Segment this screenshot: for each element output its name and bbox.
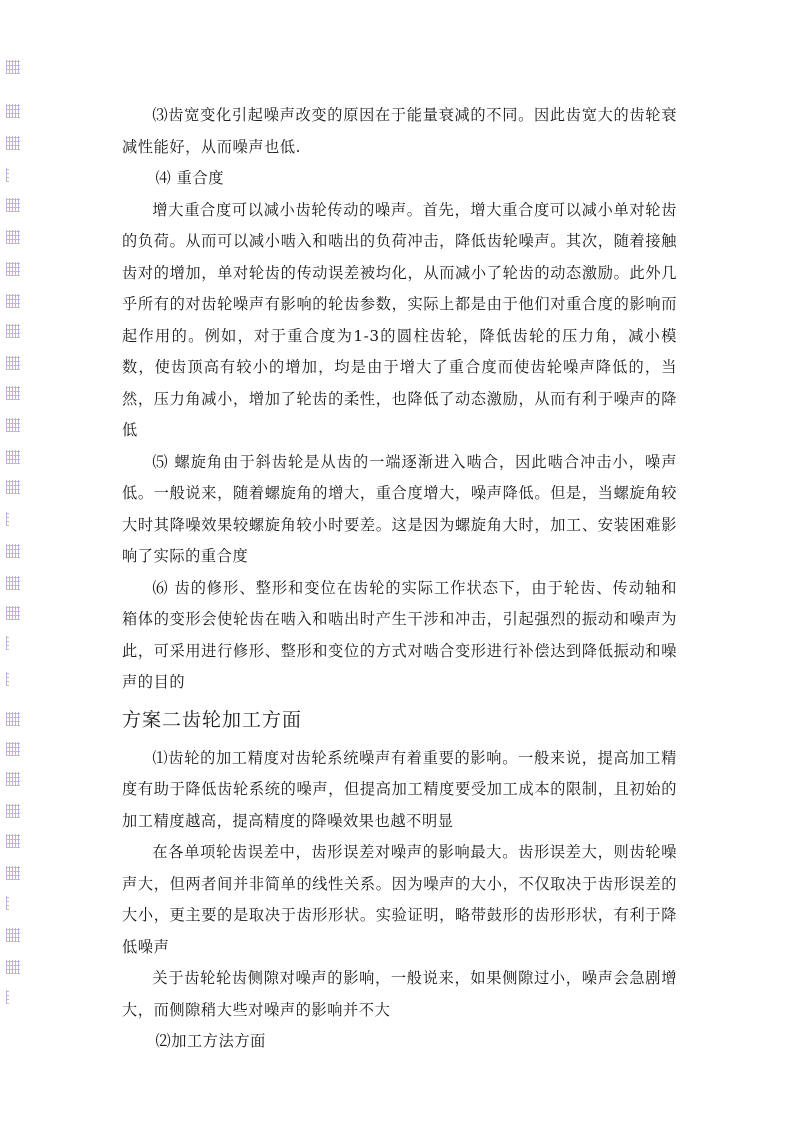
margin-artifact: [6, 168, 9, 182]
margin-artifact: [6, 60, 20, 74]
margin-artifact: [6, 512, 9, 526]
margin-artifact: [6, 198, 20, 212]
margin-artifact: [6, 294, 20, 308]
margin-artifact: [6, 324, 20, 338]
margin-artifact: [6, 480, 20, 494]
margin-artifact: [6, 834, 20, 848]
margin-artifact: [6, 712, 20, 726]
paragraph-tooth-width: ⑶齿宽变化引起噪声改变的原因在于能量衰减的不同。因此齿宽大的齿轮衰减性能好，从而噪声也低.: [122, 106, 677, 156]
margin-artifact: [6, 576, 20, 590]
margin-artifact: [6, 104, 20, 118]
margin-artifact: [6, 450, 20, 464]
margin-artifact: [6, 928, 20, 942]
margin-artifact: [6, 990, 9, 1004]
margin-artifact: [6, 960, 20, 974]
item-contact-ratio-heading: ⑷ 重合度: [155, 169, 225, 187]
margin-artifact: [6, 386, 20, 400]
item-machining-method-heading: ⑵加工方法方面: [155, 1032, 266, 1050]
margin-artifact: [6, 772, 20, 786]
margin-artifact: [6, 636, 9, 650]
margin-artifact: [6, 804, 20, 818]
paragraph-tooth-modification: ⑹ 齿的修形、整形和变位在齿轮的实际工作状态下，由于轮齿、传动轴和箱体的变形会使轮齿在啮入和啮出时产生干涉和冲击，引起强烈的振动和噪声为此，可采用进行修形、整形和变位的方式对啮合变形进行补偿达到降低振动和噪声的目的: [122, 578, 677, 691]
margin-artifact: [6, 262, 20, 276]
margin-artifact: [6, 896, 9, 910]
margin-artifact: [6, 544, 20, 558]
paragraph-machining-accuracy: ⑴齿轮的加工精度对齿轮系统噪声有着重要的影响。一般来说，提高加工精度有助于降低齿轮系统的噪声，但提高加工精度要受加工成本的限制，且初始的加工精度越高，提高精度的降噪效果也越不明显: [122, 748, 677, 830]
paragraph-helix-angle: ⑸ 螺旋角由于斜齿轮是从齿的一端逐渐进入啮合，因此啮合冲击小，噪声低。一般说来，随着螺旋角的增大，重合度增大，噪声降低。但是，当螺旋角较大时其降噪效果较螺旋角较小时要差。这是因为螺旋角大时，加工、安装困难影响了实际的重合度: [122, 452, 677, 565]
margin-artifact: [6, 418, 20, 432]
scan-margin-artifacts: [4, 0, 24, 1123]
paragraph-backlash: 关于齿轮轮齿侧隙对噪声的影响，一般说来，如果侧隙过小，噪声会急剧增大，而侧隙稍大些对噪声的影响并不大: [122, 969, 677, 1019]
margin-artifact: [6, 606, 20, 620]
margin-artifact: [6, 136, 20, 150]
paragraph-contact-ratio: 增大重合度可以减小齿轮传动的噪声。首先，增大重合度可以减小单对轮齿的负荷。从而可以减小啮入和啮出的负荷冲击，降低齿轮噪声。其次，随着接触齿对的增加，单对轮齿的传动误差被均化，从而减小了轮齿的动态激励。此外几乎所有的对齿轮噪声有影响的轮齿参数，实际上都是由于他们对重合度的影响而起作用的。例如，对于重合度为1-3的圆柱齿轮，降低齿轮的压力角，减小模数，使齿顶高有较小的增加，均是由于增大了重合度而使齿轮噪声降低的，当然，压力角减小，增加了轮齿的柔性，也降低了动态激励，从而有利于噪声的降低: [122, 200, 677, 439]
paragraph-profile-error: 在各单项轮齿误差中，齿形误差对噪声的影响最大。齿形误差大，则齿轮噪声大，但两者间并非简单的线性关系。因为噪声的大小，不仅取决于齿形误差的大小，更主要的是取决于齿形形状。实验证明，略带鼓形的齿形形状，有利于降低噪声: [122, 843, 677, 956]
section-heading: 方案二齿轮加工方面: [122, 708, 303, 731]
margin-artifact: [6, 866, 20, 880]
margin-artifact: [6, 672, 9, 686]
margin-artifact: [6, 742, 20, 756]
margin-artifact: [6, 356, 20, 370]
margin-artifact: [6, 230, 20, 244]
document-body: [122, 100, 677, 1058]
